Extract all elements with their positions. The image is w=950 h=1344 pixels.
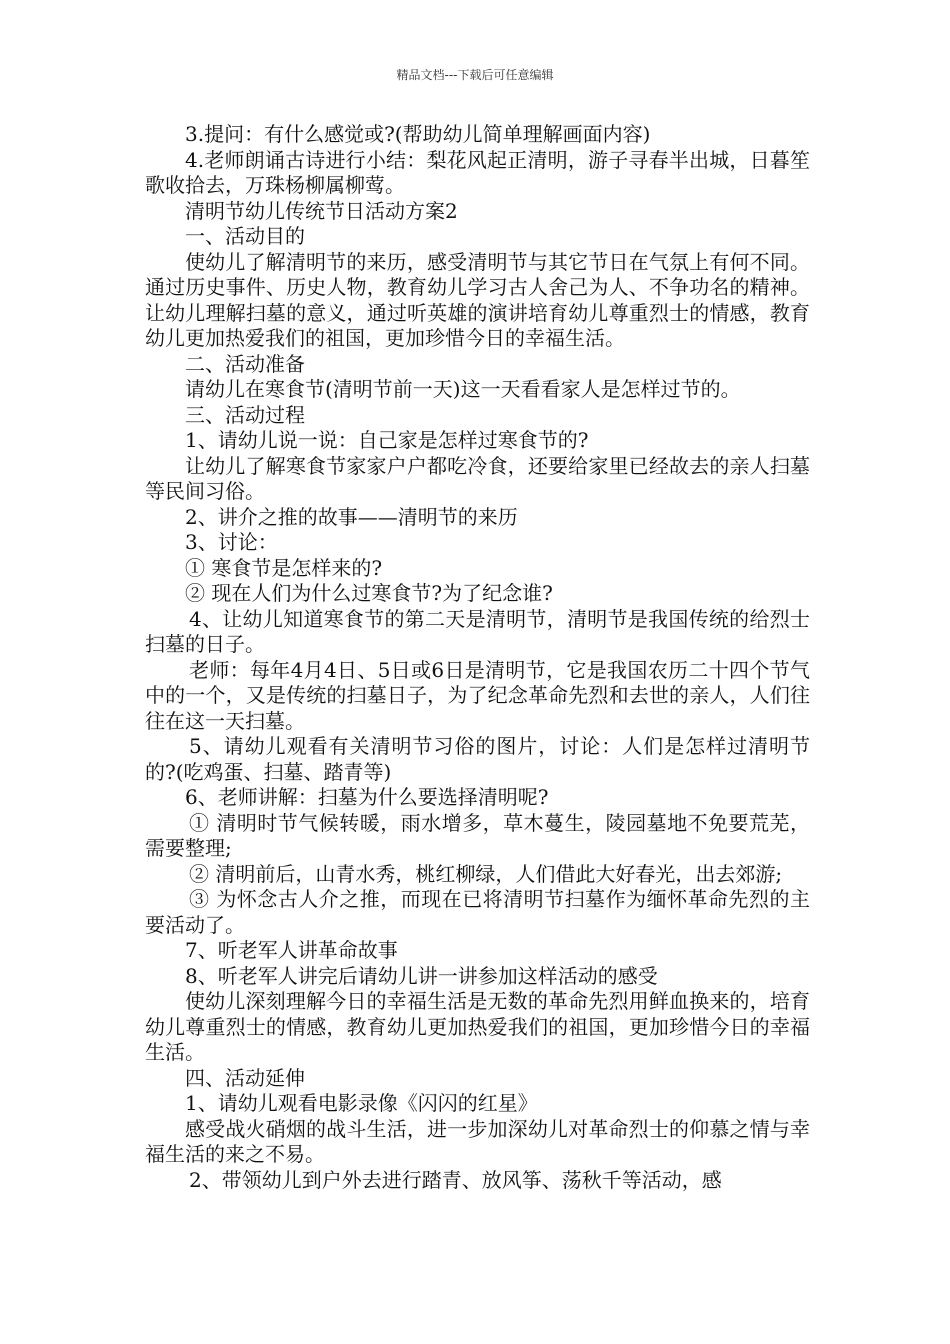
- list-item: 4、让幼儿知道寒食节的第二天是清明节，清明节是我国传统的给烈士扫墓的日子。: [145, 606, 810, 656]
- heading-activity-goal: 一、活动目的: [185, 224, 305, 248]
- list-item: 6、老师讲解：扫墓为什么要选择清明呢?: [185, 785, 549, 809]
- paragraph-custom: 让幼儿了解寒食节家家户户都吃冷食，还要给家里已经故去的亲人扫墓等民间习俗。: [145, 453, 810, 503]
- section-title: 清明节幼儿传统节日活动方案2: [185, 198, 458, 223]
- document-body: [145, 122, 810, 1193]
- paragraph-poem-summary: 4.老师朗诵古诗进行小结：梨花风起正清明，游子寻春半出城，日暮笙歌收拾去，万珠杨柳属柳莺。: [145, 147, 810, 197]
- list-item: 1、请幼儿观看电影录像《闪闪的红星》: [185, 1091, 538, 1115]
- list-item: ① 寒食节是怎样来的?: [185, 555, 383, 580]
- list-item: 7、听老军人讲革命故事: [185, 938, 398, 962]
- list-item: 8、听老军人讲完后请幼儿讲一讲参加这样活动的感受: [185, 963, 658, 988]
- list-item: 2、讲介之推的故事——清明节的来历: [185, 504, 518, 529]
- heading-activity-prep: 二、活动准备: [185, 351, 305, 376]
- heading-activity-process: 三、活动过程: [185, 402, 305, 427]
- list-item: ② 现在人们为什么过寒食节?为了纪念谁?: [185, 581, 553, 605]
- paragraph-goal: 使幼儿了解清明节的来历，感受清明节与其它节日在气氛上有何不同。通过历史事件、历史人物，教育幼儿学习古人舍己为人、不争功名的精神。让幼儿理解扫墓的意义，通过听英雄的演讲培育幼儿尊重烈士的情感，教育幼儿更加热爱我们的祖国，更加珍惜今日的幸福生活。: [145, 249, 810, 350]
- paragraph-feeling: 感受战火硝烟的战斗生活，进一步加深幼儿对革命烈士的仰慕之情与幸福生活的来之不易。: [145, 1116, 810, 1166]
- heading-activity-extension: 四、活动延伸: [185, 1065, 305, 1090]
- paragraph-question: 3.提问：有什么感觉或?(帮助幼儿简单理解画面内容): [185, 122, 651, 146]
- paragraph-prep: 请幼儿在寒食节(清明节前一天)这一天看看家人是怎样过节的。: [185, 377, 741, 401]
- paragraph-meaning: 使幼儿深刻理解今日的幸福生活是无数的革命先烈用鲜血换来的，培育幼儿尊重烈士的情感，教育幼儿更加热爱我们的祖国，更加珍惜今日的幸福生活。: [145, 989, 810, 1064]
- list-item: ③ 为怀念古人介之推，而现在已将清明节扫墓作为缅怀革命先烈的主要活动了。: [145, 887, 810, 937]
- list-item: 5、请幼儿观看有关清明节习俗的图片，讨论：人们是怎样过清明节的?(吃鸡蛋、扫墓、踏青等): [145, 734, 810, 784]
- page-header: 精品文档---下载后可任意编辑: [396, 68, 554, 82]
- list-item: 2、带领幼儿到户外去进行踏青、放风筝、荡秋千等活动，感: [189, 1167, 722, 1192]
- paragraph-teacher: 老师：每年4月4日、5日或6日是清明节，它是我国农历二十四个节气中的一个，又是传统的扫墓日子，为了纪念革命先烈和去世的亲人，人们往往在这一天扫墓。: [145, 657, 810, 733]
- list-item: 3、讨论：: [185, 530, 278, 554]
- list-item: ① 清明时节气候转暖，雨水增多，草木蔓生，陵园墓地不免要荒芜，需要整理;: [145, 810, 810, 860]
- list-item: ② 清明前后，山青水秀，桃红柳绿，人们借此大好春光，出去郊游;: [189, 861, 783, 886]
- list-item: 1、请幼儿说一说：自己家是怎样过寒食节的?: [185, 428, 589, 452]
